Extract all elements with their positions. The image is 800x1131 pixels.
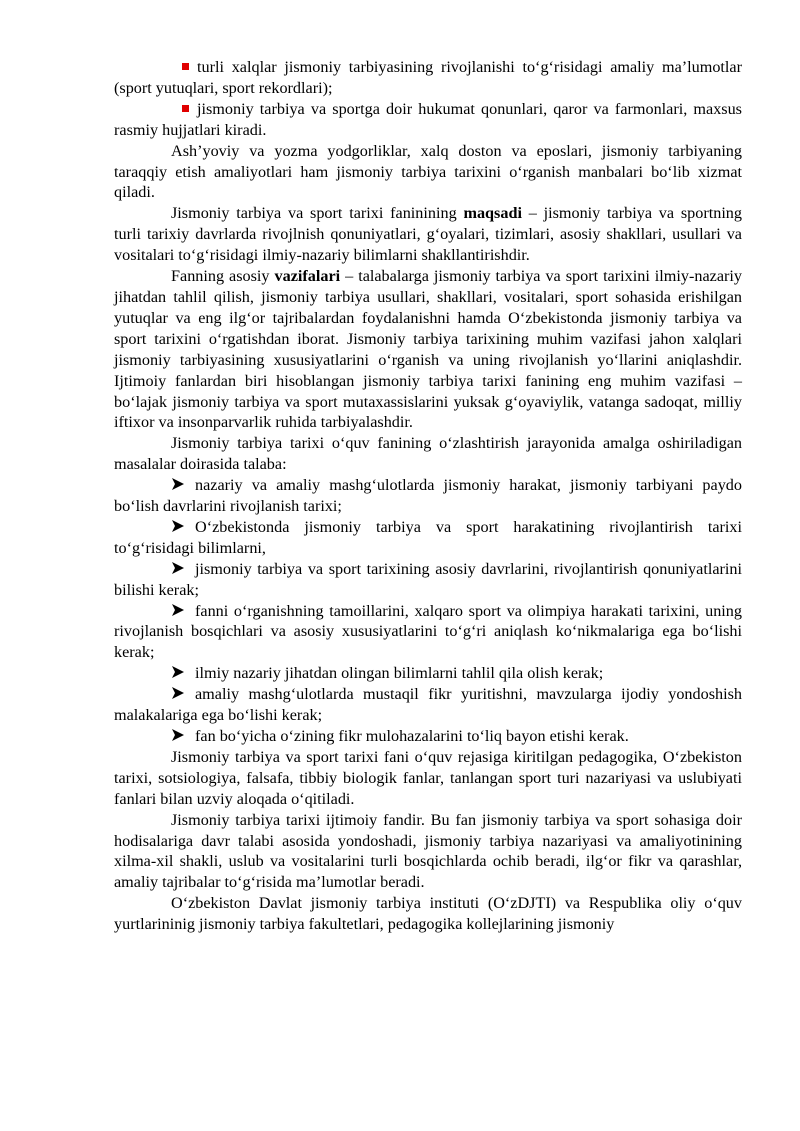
paragraph-social: Jismoniy tarbiya tarixi ijtimoiy fandir. Bu fan jismoniy tarbiya va sport sohasiga doir hodisalariga davr talabi asosida yondoshadi, jismoniy tarbiya nazariyasi va amaliyotinining xilma-xil shakli, uslub va vositalarini turli bosqichlarda ochib beradi, ilg‘or fikr va qarashlar, amaliy tajribalar to‘g‘risida ma’lumotlar beradi. [114, 810, 742, 892]
bullet-text: fan bo‘yicha o‘zining fikr mulohazalarini to‘liq bayon etishi kerak. [195, 727, 629, 745]
bullet-text: jismoniy tarbiya va sport tarixining asosiy davrlarini, rivojlantirish qonuniyatlarini bilishi kerak; [114, 559, 742, 599]
bullet-text: amaliy mashg‘ulotlarda mustaqil fikr yuritishni, mavzularga ijodiy yondoshish malakalariga ega bo‘lishi kerak; [114, 685, 742, 725]
arrowhead-icon [171, 686, 185, 700]
paragraph-sources: Ash’yoviy va yozma yodgorliklar, xalq doston va eposlari, jismoniy tarbiyaning taraqqiy etish amaliyotlari ham jismoniy tarbiya tarixini o‘rganish manbalari bo‘lib xizmat qiladi. [114, 141, 742, 202]
list-item [114, 726, 742, 747]
paragraph-list-intro: Jismoniy tarbiya tarixi o‘quv fanining o‘zlashtirish jarayonida amalga oshiriladigan masalalar doirasida talaba: [114, 434, 742, 474]
bullet-text: fanni o‘rganishning tamoillarini, xalqaro sport va olimpiya harakati tarixini, uning rivojlanish bosqichlari va asosiy xususiyatlarini to‘g‘ri aniqlash ko‘nikmalariga ega bo‘lishi kerak; [114, 601, 742, 662]
list-item [114, 601, 742, 664]
bullet-text: jismoniy tarbiya va sportga doir hukumat qonunlari, qaror va farmonlari, maxsus rasmiy hujjatlari kiradi. [114, 99, 742, 139]
bullet-text: ilmiy nazariy jihatdan olingan bilimlarni tahlil qila olish kerak; [195, 664, 604, 683]
arrowhead-icon [171, 477, 185, 491]
arrowhead-icon [171, 519, 185, 533]
paragraph-goal: Jismoniy tarbiya va sport tarixi faninining maqsadi – jismoniy tarbiya va sportning turli tarixiy davrlarda rivojlnish qonuniyatlari, g‘oyalari, tizimlari, asosiy shakllari, usullari va vositalari to‘g‘risidagi ilmiy-nazariy bilimlarni shakllantirishdir. [114, 204, 742, 265]
list-item [114, 475, 742, 517]
list-item [114, 684, 742, 726]
red-square-icon [182, 105, 189, 112]
bold-term: maqsadi [463, 204, 522, 223]
list-item [114, 663, 742, 684]
paragraph-tasks: Fanning asosiy vazifalari – talabalarga jismoniy tarbiya va sport tarixini ilmiy-nazariy jihatdan tahlil qilish, jismoniy tarbiya usullari, shakllari, vositalari, sport sohasida erishilgan yutuqlar va eng ilg‘or tajribalardan foydalanishni hamda O‘zbekistonda jismoniy tarbiya va sport tarixini o‘rgatishdan iborat. Jismoniy tarbiya tarixining muhim vazifasi jahon xalqlari jismoniy tarbiyasining xususiyatlarini o‘rganish va uning rivojlanish yo‘llarini aniqlashdir. Ijtimoiy fanlardan biri hisoblangan jismoniy tarbiya tarixi fanining eng muhim vazifasi – bo‘lajak jismoniy tarbiya va sport mutaxassislarini yuksak g‘oyaviylik, vatanga sadoqat, milliy iftixor va insonparvarlik ruhida tarbiyalashdir. [114, 267, 742, 432]
arrowhead-icon [171, 561, 185, 575]
paragraph-institute: O‘zbekiston Davlat jismoniy tarbiya instituti (O‘zDJTI) va Respublika oliy o‘quv yurtlarininig jismoniy tarbiya fakultetlari, pedagogika kollejlarining jismoniy [114, 894, 742, 934]
list-item [114, 57, 742, 99]
bullet-text: nazariy va amaliy mashg‘ulotlarda jismoniy harakat, jismoniy tarbiyani paydo bo‘lish davrlarini rivojlanish tarixi; [114, 476, 742, 516]
bullet-text: O‘zbekistonda jismoniy tarbiya va sport harakatining rivojlantirish tarixi to‘g‘risidagi bilimlarni, [114, 517, 742, 557]
bold-term: vazifalari [274, 267, 341, 286]
arrowhead-icon [171, 603, 185, 617]
arrowhead-icon [171, 728, 185, 742]
red-square-icon [182, 63, 189, 70]
bullet-text: turli xalqlar jismoniy tarbiyasining rivojlanishi to‘g‘risidagi amaliy ma’lumotlar (sport yutuqlari, sport rekordlari); [114, 58, 742, 97]
arrowhead-icon [171, 665, 185, 679]
list-item [114, 99, 742, 141]
document-page [114, 57, 742, 935]
arrow-list [114, 475, 742, 747]
list-item [114, 559, 742, 601]
list-item [114, 517, 742, 559]
paragraph-links: Jismoniy tarbiya va sport tarixi fani o‘quv rejasiga kiritilgan pedagogika, O‘zbekiston tarixi, sotsiologiya, falsafa, tibbiy biologik fanlar, tanlangan sport turi nazariyasi va uslubiyati fanlari bilan uzviy aloqada o‘qitiladi. [114, 747, 742, 808]
